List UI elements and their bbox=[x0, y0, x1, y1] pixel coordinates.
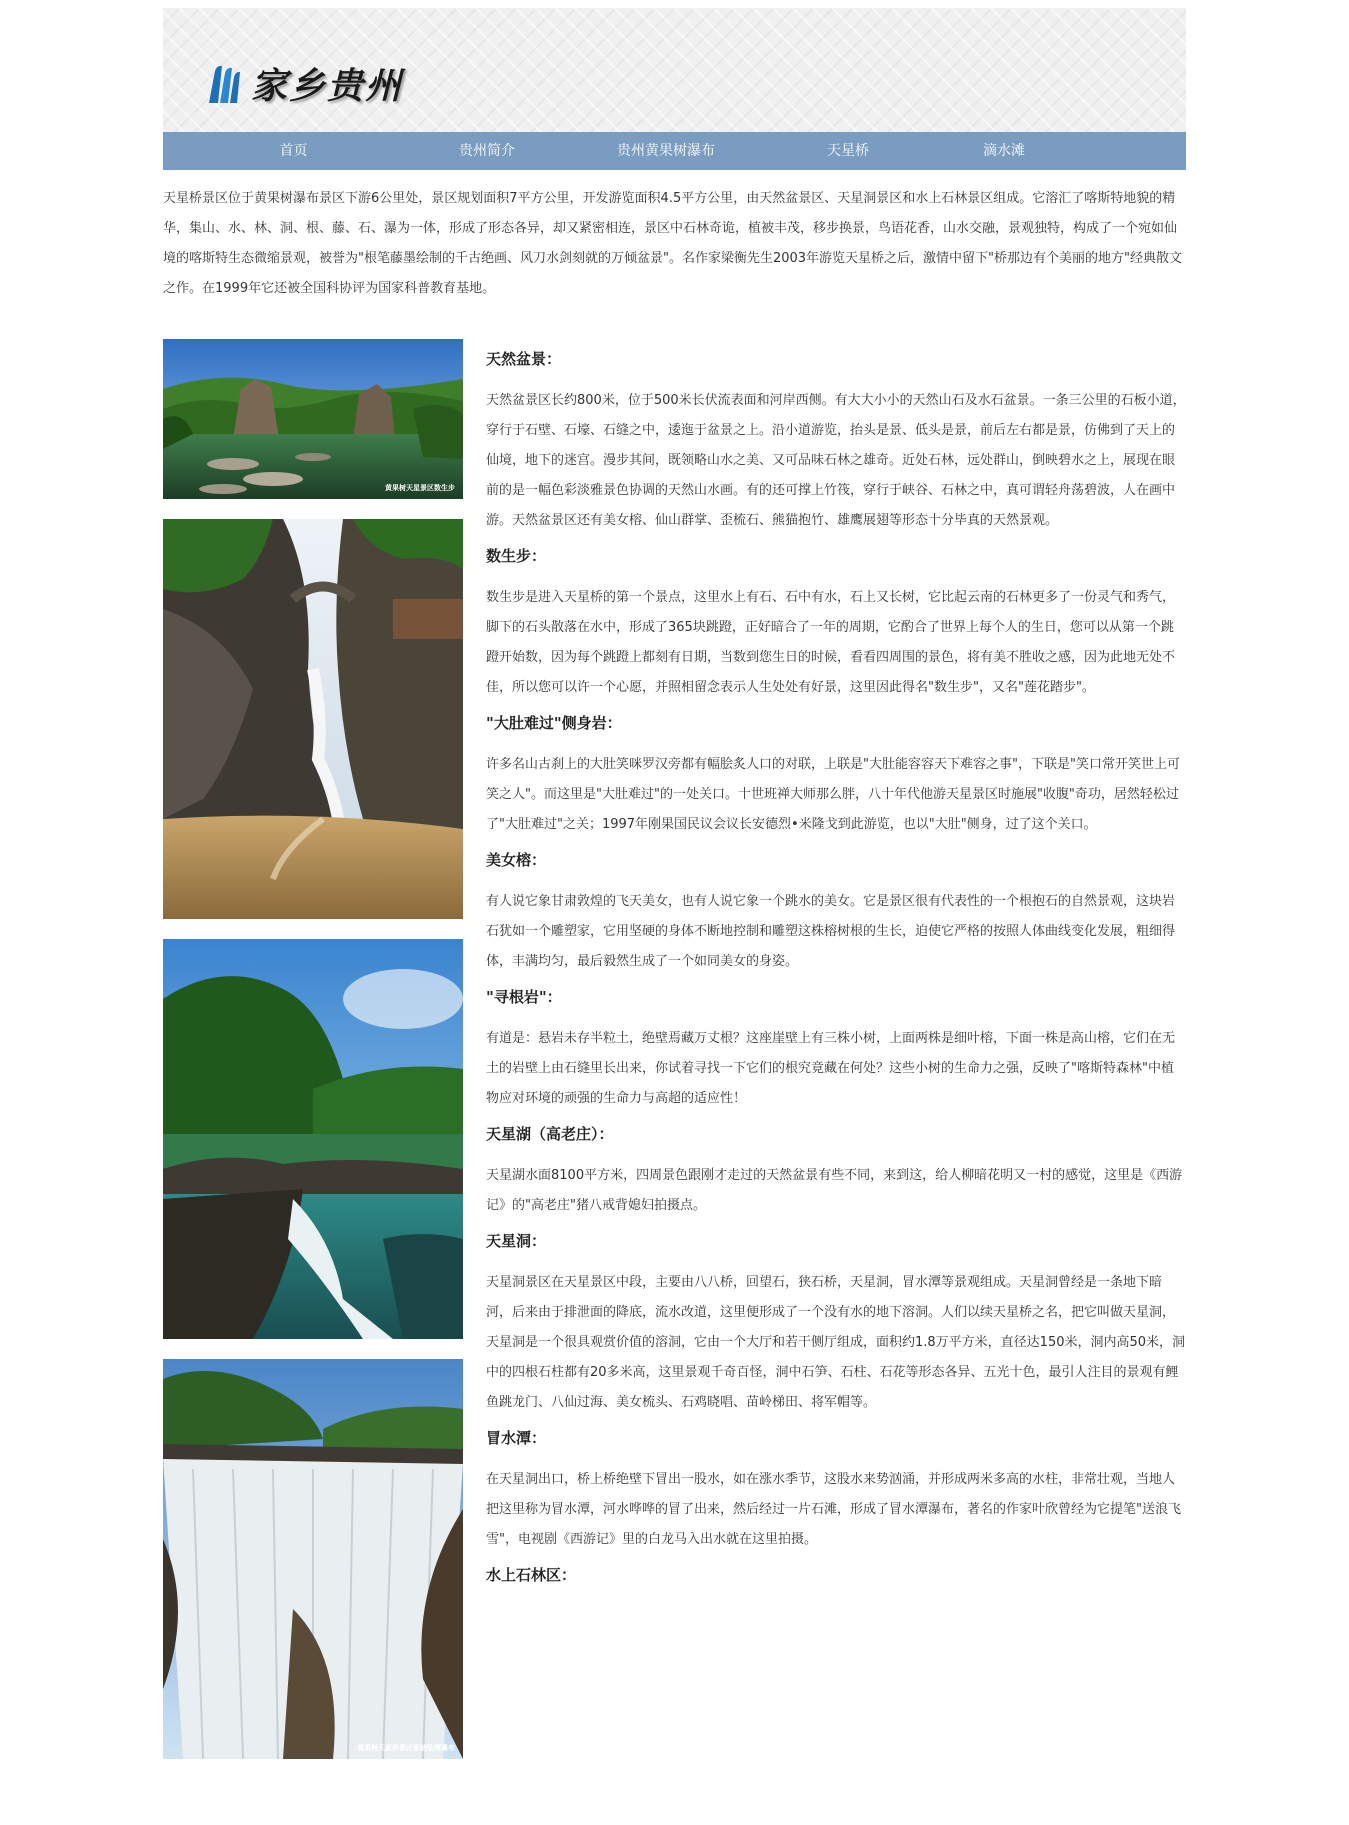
photo-gorge-bridge bbox=[163, 519, 463, 919]
section-title: "寻根岩"： bbox=[486, 988, 562, 1006]
section-body: 有人说它象甘肃敦煌的飞天美女，也有人说它象一个跳水的美女。它是景区很有代表性的一个根抱石的自然景观，这块岩石犹如一个雕塑家，它用坚硬的身体不断地控制和雕塑这株榕树根的生长，迫使它严格的按照人体曲线变化发展，粗细得体，丰满均匀，最后毅然生成了一个如同美女的身姿。 bbox=[486, 894, 1176, 969]
photo-cascade-waterfall bbox=[163, 1359, 463, 1759]
page-container bbox=[163, 8, 1186, 304]
section-body: 天然盆景区长约800米，位于500米长伏流表面和河岸西侧。有大大小小的天然山石及水石盆景。一条三公里的石板小道，穿行于石壁、石壕、石缝之中，逶迤于盆景之上。沿小道游览，抬头是景、低头是景，前后左右都是景，仿佛到了天上的仙境，地下的迷宫。漫步其间，既领略山水之美、又可品味石林之雄奇。近处石林，远处群山，倒映碧水之上，展现在眼前的是一幅色彩淡雅景色协调的天然山水画。有的还可撑上竹筏，穿行于峡谷、石林之中，真可谓轻舟荡碧波，人在画中游。天然盆景区还有美女榕、仙山群掌、歪梳石、熊猫抱竹、雄鹰展翅等形态十分毕真的天然景观。 bbox=[486, 393, 1186, 528]
intro-paragraph: 天星桥景区位于黄果树瀑布景区下游6公里处，景区规划面积7平方公里，开发游览面积4.5平方公里，由天然盆景区、天星洞景区和水上石林景区组成。它溶汇了喀斯特地貌的精华，集山、水、林、洞、根、藤、石、瀑为一体，形成了形态各异，却又紧密相连，景区中石林奇诡，植被丰茂，移步换景，鸟语花香，山水交融，景观独特，构成了一个宛如仙境的喀斯特生态微缩景观，被誉为"根笔藤墨绘制的千古绝画、风刀水剑刻就的万倾盆景"。名作家梁衡先生2003年游览天星桥之后，激情中留下"桥那边有个美丽的地方"经典散文之作。在1999年它还被全国科协评为国家科普教育基地。 bbox=[163, 191, 1183, 296]
nav-item-dishuitan[interactable]: 滴水滩 bbox=[983, 143, 1025, 159]
section-title: 数生步： bbox=[486, 547, 547, 565]
waterfall-logo-icon bbox=[205, 63, 243, 105]
section-title: 冒水潭： bbox=[486, 1429, 547, 1447]
section-tianxing-cave bbox=[486, 1229, 1186, 1418]
site-logo[interactable] bbox=[205, 58, 403, 109]
nav-item-tianxingqiao[interactable]: 天星桥 bbox=[827, 143, 869, 159]
header-banner bbox=[163, 8, 1186, 132]
section-body: 天星湖水面8100平方米，四周景色跟刚才走过的天然盆景有些不同，来到这，给人柳暗花明又一村的感觉，这里是《西游记》的"高老庄"猪八戒背媳妇拍摄点。 bbox=[486, 1168, 1183, 1213]
nav-item-home[interactable]: 首页 bbox=[279, 143, 308, 159]
section-body: 有道是：悬岩未存半粒土，绝壁焉藏万丈根？这座崖壁上有三株小树，上面两株是细叶榕，下面一株是高山榕，它们在无土的岩壁上由石缝里长出来，你试着寻找一下它们的根究竟藏在何处？这些小树的生命力之强，反映了"喀斯特森林"中植物应对环境的顽强的生命力与高超的适应性！ bbox=[486, 1031, 1176, 1106]
scenic-sections bbox=[486, 339, 1186, 1587]
section-title: 美女榕： bbox=[486, 851, 547, 869]
section-root-seeking-rock bbox=[486, 985, 1186, 1114]
photo-caption: 黄果树天星景区数生步 bbox=[385, 484, 455, 492]
logo-text: 家乡贵州 bbox=[251, 65, 404, 107]
section-natural-bonsai bbox=[486, 347, 1186, 536]
section-title: 天星湖（高老庄）： bbox=[486, 1125, 614, 1143]
section-body: 在天星洞出口，桥上桥绝壁下冒出一股水，如在涨水季节，这股水来势汹涌，并形成两米多高的水柱，非常壮观，当地人把这里称为冒水潭，河水哗哗的冒了出来，然后经过一片石滩，形成了冒水潭瀑布，著名的作家叶欣曾经为它提笔"送浪飞雪"，电视剧《西游记》里的白龙马入出水就在这里拍摄。 bbox=[486, 1472, 1181, 1547]
section-title: 水上石林区： bbox=[486, 1566, 577, 1584]
photo-caption: 黄果树天星桥景区银链坠潭瀑布 bbox=[357, 1744, 455, 1752]
section-body: 许多名山古刹上的大肚笑咪罗汉旁都有幅脍炙人口的对联，上联是"大肚能容容天下难容之事"，下联是"笑口常开笑世上可笑之人"。而这里是"大肚难过"的一处关口。十世班禅大师那么胖，八十年代他游天星景区时施展"收腹"奇功，居然轻松过了"大肚难过"之关；1997年刚果国民议会议长安德烈•米隆戈到此游览，也以"大肚"侧身，过了这个关口。 bbox=[486, 757, 1180, 832]
section-title: "大肚难过"侧身岩： bbox=[486, 714, 622, 732]
photo-stone-garden bbox=[163, 339, 463, 499]
section-shusheng-steps bbox=[486, 544, 1186, 703]
section-title: 天然盆景： bbox=[486, 350, 562, 368]
photo-column bbox=[163, 339, 463, 1759]
main-content bbox=[163, 339, 1186, 1819]
section-body: 数生步是进入天星桥的第一个景点，这里水上有石、石中有水，石上又长树，它比起云南的石林更多了一份灵气和秀气，脚下的石头散落在水中，形成了365块跳蹬，正好暗合了一年的周期，它酌合了世界上每个人的生日，您可以从第一个跳蹬开始数，因为每个跳蹬上都刻有日期，当数到您生日的时候，看看四周围的景色，将有美不胜收之感，因为此地无处不佳，所以您可以许一个心愿，并照相留念表示人生处处有好景，这里因此得名"数生步"，又名"莲花踏步"。 bbox=[486, 590, 1176, 695]
photo-forest-waterfall bbox=[163, 939, 463, 1339]
section-maoshui-pool bbox=[486, 1426, 1186, 1555]
section-beauty-banyan bbox=[486, 848, 1186, 977]
nav-item-guizhou-intro[interactable]: 贵州简介 bbox=[459, 143, 515, 159]
section-tianxing-lake bbox=[486, 1122, 1186, 1221]
section-big-belly-rock bbox=[486, 711, 1186, 840]
main-nav bbox=[163, 132, 1186, 170]
section-water-stone-forest bbox=[486, 1563, 1186, 1587]
section-body: 天星洞景区在天星景区中段，主要由八八桥，回望石，狭石桥，天星洞，冒水潭等景观组成。天星洞曾经是一条地下暗河，后来由于排泄面的降底，流水改道，这里便形成了一个没有水的地下溶洞。人们以续天星桥之名，把它叫做天星洞，天星洞是一个很具观赏价值的溶洞，它由一个大厅和若干侧厅组成，面积约1.8万平方米，直径达150米，洞内高50米，洞中的四根石柱都有20多米高，这里景观千奇百怪，洞中石笋、石柱、石花等形态各异、五光十色，最引人注目的景观有鲤鱼跳龙门、八仙过海、美女梳头、石鸡晓唱、苗岭梯田、将军帽等。 bbox=[486, 1275, 1186, 1410]
nav-item-huangguoshu-waterfall[interactable]: 贵州黄果树瀑布 bbox=[617, 143, 715, 159]
section-title: 天星洞： bbox=[486, 1232, 547, 1250]
